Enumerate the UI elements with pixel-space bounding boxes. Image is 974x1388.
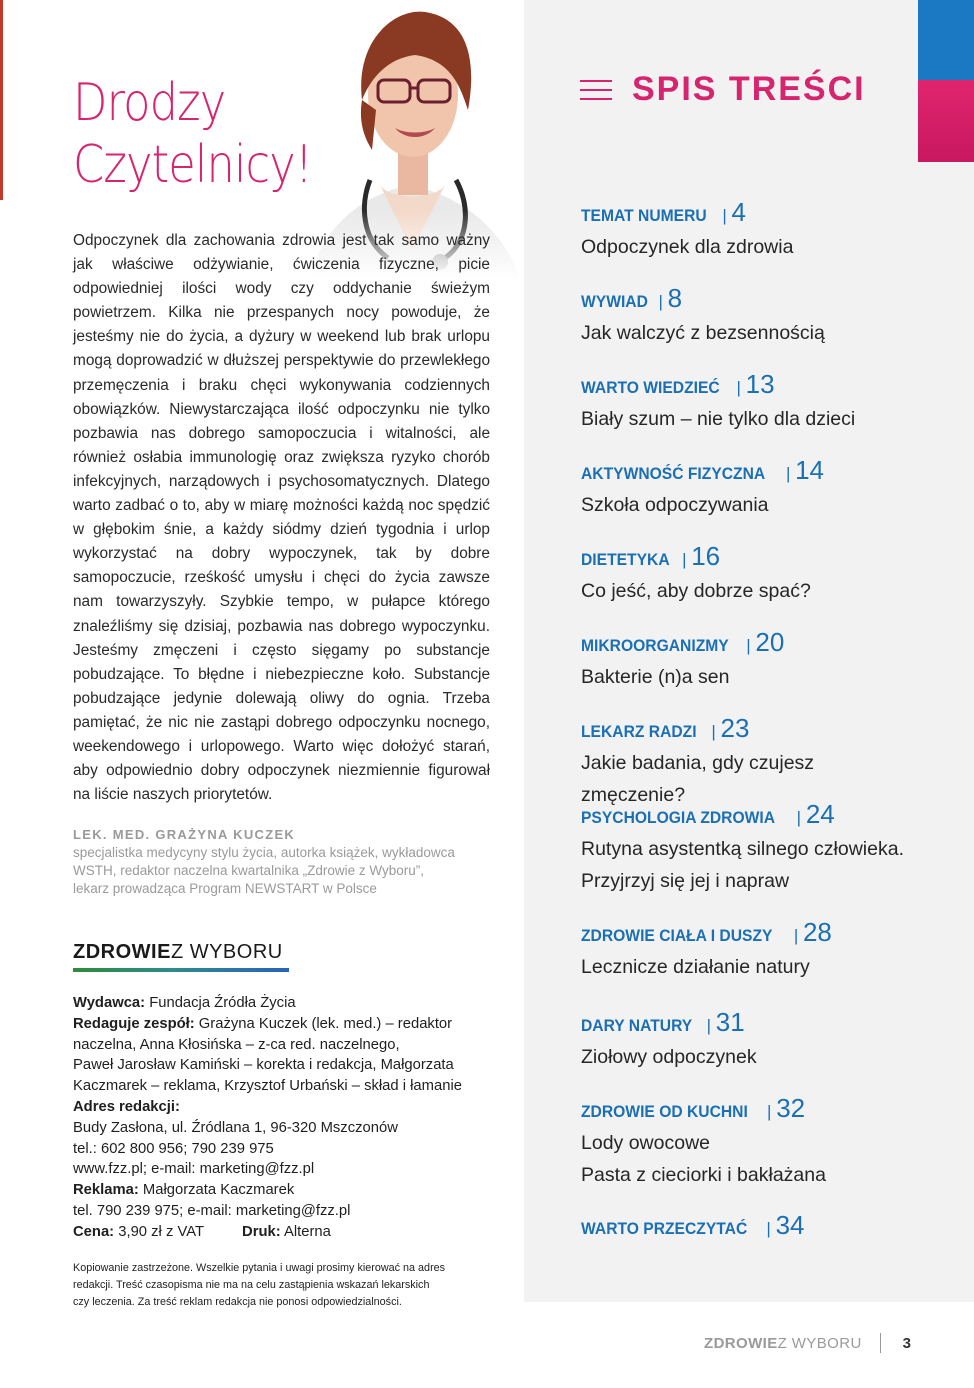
team-line: Kaczmarek – reklama, Krzysztof Urbański – skład i łamanie — [73, 1078, 462, 1095]
toc-article-title: Jak walczyć z bezsennością — [581, 322, 825, 344]
toc-entry[interactable] — [581, 455, 911, 521]
publisher-label: Wydawca: — [73, 995, 146, 1011]
toc-page-number: 8 — [667, 283, 683, 313]
publication-credits — [73, 993, 493, 1243]
toc-article-title: Przyjrzyj się jej i napraw — [581, 870, 790, 892]
toc-article-title: Co jeść, aby dobrze spać? — [581, 580, 811, 602]
toc-entry-heading — [581, 197, 911, 231]
toc-entry-heading — [581, 1093, 911, 1127]
toc-article-title: Ziołowy odpoczynek — [581, 1046, 757, 1068]
footer-divider — [880, 1333, 881, 1353]
toc-section-name: ZDROWIE OD KUCHNI — [581, 1102, 748, 1121]
toc-entry-heading — [581, 799, 911, 833]
toc-article-title: Bakterie (n)a sen — [581, 666, 730, 688]
author-desc-line: lekarz prowadząca Program NEWSTART w Polsce — [73, 881, 377, 896]
ads-label: Reklama: — [73, 1182, 139, 1199]
copyright-disclaimer — [73, 1260, 473, 1311]
toc-page-number: 34 — [775, 1210, 805, 1240]
publisher-value: Fundacja Źródła Życia — [145, 995, 296, 1011]
toc-article-title: Jakie badania, gdy czujesz zmęczenie? — [581, 752, 815, 806]
toc-page-number: 14 — [795, 455, 825, 485]
toc-title: SPIS TREŚCI — [632, 70, 866, 108]
toc-separator: | — [706, 722, 721, 741]
ads-value: Małgorzata Kaczmarek — [138, 1182, 295, 1199]
toc-article-title: Biały szum – nie tylko dla dzieci — [581, 408, 856, 430]
toc-section-name: DARY NATURY — [581, 1016, 693, 1035]
address-phone: tel.: 602 800 956; 790 239 975 — [73, 1140, 274, 1157]
editorial-body: Odpoczynek dla zachowania zdrowia jest tak samo ważny jak właściwe odżywianie, ćwiczenia fizyczne, picie odpowiedniej ilości wody czy oddychanie świeżym powietrzem. Kilka nie przespanych nocy powoduje, że jesteśmy nie do życia, a dyżury w weekend lub brak urlopu mogą doprowadzić w dłuższej perspektywie do przewlekłego przemęczenia i braku chęci wykonywania codziennych obowiązków. Niewystarczająca ilość odpoczynku nie tylko pozbawia nas dobrego samopoczucia i witalności, ale również osłabia immunologię oraz zwiększa ryzyko chorób infekcyjnych, narządowych i psychosomatycznych. Dlatego warto zadbać o to, aby w miarę możności każdą noc spędzić w głębokim śnie, a każdy siódmy dzień tygodnia i urlop wykorzystać na dobry wypoczynek, tak by dobre samopoczucie, rześkość umysłu i chęci do życia zawsze nam towarzyszyły. Szybkie tempo, w pułapce którego znaleźliśmy się dzisiaj, pozbawia nas dobrego wypoczynku. Jesteśmy zmęczeni i często sięgamy po substancje pobudzające. To błędne i niebezpieczne koło. Substancje pobudzające jedynie dolewają oliwy do ognia. Trzeba pamiętać, że nic nie zastąpi dobrego odpoczynku nocnego, weekendowego i urlopowego. Warto więc dołożyć starań, aby odpowiednio dobry odpoczynek niezmiennie figurował na liście naszych priorytetów. — [73, 232, 490, 804]
toc-article-title: Szkoła odpoczywania — [581, 494, 769, 516]
toc-entry-heading — [581, 541, 911, 575]
toc-entry-heading — [581, 713, 911, 747]
toc-page-number: 13 — [745, 369, 775, 399]
disclaimer-line: czy leczenia. Za treść reklam redakcja nie ponosi odpowiedzialności. — [73, 1296, 402, 1308]
author-desc-line: WSTH, redaktor naczelna kwartalnika „Zdrowie z Wyboru”, — [73, 863, 424, 878]
logo-light-text: Z WYBORU — [170, 941, 283, 963]
address-web-email: www.fzz.pl; e-mail: marketing@fzz.pl — [73, 1161, 315, 1178]
author-name: LEK. MED. GRAŻYNA KUCZEK — [73, 827, 296, 842]
disclaimer-line: Kopiowanie zastrzeżone. Wszelkie pytania i uwagi prosimy kierować na adres — [73, 1262, 446, 1274]
toc-page-number: 32 — [776, 1093, 806, 1123]
toc-section-name: ZDROWIE CIAŁA I DUSZY — [581, 926, 773, 945]
toc-page-number: 4 — [731, 197, 746, 227]
toc-entry[interactable] — [581, 1093, 911, 1191]
toc-separator: | — [717, 206, 732, 225]
toc-separator: | — [653, 292, 668, 311]
menu-icon — [580, 78, 612, 102]
address-label: Adres redakcji: — [73, 1098, 180, 1115]
toc-entry-heading — [581, 1210, 911, 1244]
price-label: Cena: — [73, 1223, 115, 1240]
magazine-logo — [73, 940, 289, 972]
toc-article-title: Odpoczynek dla zdrowia — [581, 236, 794, 258]
toc-separator: | — [781, 464, 796, 483]
toc-entry[interactable] — [581, 197, 911, 263]
editorial-heading — [73, 72, 357, 196]
toc-entry-heading — [581, 283, 911, 317]
toc-section-name: AKTYWNOŚĆ FIZYCZNA — [581, 464, 766, 483]
toc-entry-heading — [581, 455, 911, 489]
toc-separator: | — [677, 550, 692, 569]
toc-section-name: DIETETYKA — [581, 550, 670, 569]
editorial-heading-line-1: Drodzy — [73, 73, 226, 133]
page-edge-marker — [0, 0, 3, 200]
toc-section-name: MIKROORGANIZMY — [581, 636, 729, 655]
toc-entry[interactable] — [581, 283, 911, 349]
toc-page-number: 20 — [755, 627, 785, 657]
toc-entry[interactable] — [581, 541, 911, 607]
toc-entry-heading — [581, 369, 911, 403]
team-value: Grażyna Kuczek (lek. med.) – redaktor — [194, 1015, 453, 1032]
toc-entry[interactable] — [581, 917, 911, 983]
footer-logo-light: Z WYBORU — [777, 1334, 862, 1352]
toc-section-name: TEMAT NUMERU — [581, 206, 707, 225]
author-desc-line: specjalistka medycyny stylu życia, autorka książek, wykładowca — [73, 845, 455, 860]
toc-article-title: Lody owocowe — [581, 1132, 710, 1154]
footer-logo-bold: ZDROWIE — [704, 1334, 778, 1352]
toc-entry-heading — [581, 917, 911, 951]
toc-section-name: LEKARZ RADZI — [581, 722, 697, 741]
toc-entry[interactable] — [581, 799, 911, 897]
toc-page-number: 28 — [802, 917, 832, 947]
toc-entry[interactable] — [581, 627, 911, 693]
toc-separator: | — [791, 808, 806, 827]
toc-section-name: WARTO WIEDZIEĆ — [581, 378, 720, 397]
toc-entry[interactable] — [581, 1007, 911, 1073]
disclaimer-line: redakcji. Treść czasopisma nie ma na celu zastąpienia wskazań lekarskich — [73, 1279, 430, 1291]
toc-separator: | — [789, 926, 803, 945]
logo-bold-text: ZDROWIE — [73, 941, 171, 963]
logo-gradient-bar — [73, 968, 289, 972]
page-number: 3 — [902, 1334, 912, 1352]
toc-entry-heading — [581, 627, 911, 661]
author-signature — [73, 826, 493, 898]
page-footer — [704, 1333, 911, 1353]
toc-separator: | — [731, 378, 746, 397]
team-line: naczelna, Anna Kłosińska – z-ca red. naczelnego, — [73, 1036, 400, 1053]
address-line: Budy Zasłona, ul. Źródlana 1, 96-320 Mszczonów — [73, 1119, 398, 1136]
toc-article-title: Pasta z cieciorki i bakłażana — [581, 1164, 826, 1186]
toc-entry[interactable] — [581, 713, 911, 811]
ads-contact: tel. 790 239 975; e-mail: marketing@fzz.pl — [73, 1202, 351, 1219]
accent-tab-blue — [918, 0, 974, 80]
toc-separator: | — [741, 636, 756, 655]
price-value: 3,90 zł z VAT — [114, 1223, 204, 1240]
toc-section-name: WYWIAD — [581, 292, 648, 311]
toc-entry[interactable] — [581, 1210, 911, 1244]
footer-logo — [704, 1335, 862, 1352]
team-line: Paweł Jarosław Kamiński – korekta i redakcja, Małgorzata — [73, 1057, 454, 1074]
toc-separator: | — [762, 1102, 777, 1121]
toc-header — [580, 70, 866, 109]
toc-article-title: Lecznicze działanie natury — [581, 956, 810, 978]
toc-page-number: 16 — [691, 541, 721, 571]
print-label: Druk: — [242, 1223, 281, 1240]
toc-article-title: Rutyna asystentką silnego człowieka. — [581, 838, 904, 860]
toc-separator: | — [701, 1016, 716, 1035]
toc-section-name: WARTO PRZECZYTAĆ — [581, 1219, 748, 1238]
toc-page-number: 24 — [805, 799, 835, 829]
editorial-heading-line-2: Czytelnicy! — [73, 135, 312, 195]
toc-section-name: PSYCHOLOGIA ZDROWIA — [581, 808, 776, 827]
print-value: Alterna — [280, 1223, 331, 1240]
toc-separator: | — [761, 1219, 776, 1238]
team-label: Redaguje zespół: — [73, 1015, 195, 1032]
toc-entry[interactable] — [581, 369, 911, 435]
accent-tab-pink — [918, 80, 974, 162]
toc-page-number: 31 — [715, 1007, 745, 1037]
toc-entry-heading — [581, 1007, 911, 1041]
toc-page-number: 23 — [720, 713, 750, 743]
